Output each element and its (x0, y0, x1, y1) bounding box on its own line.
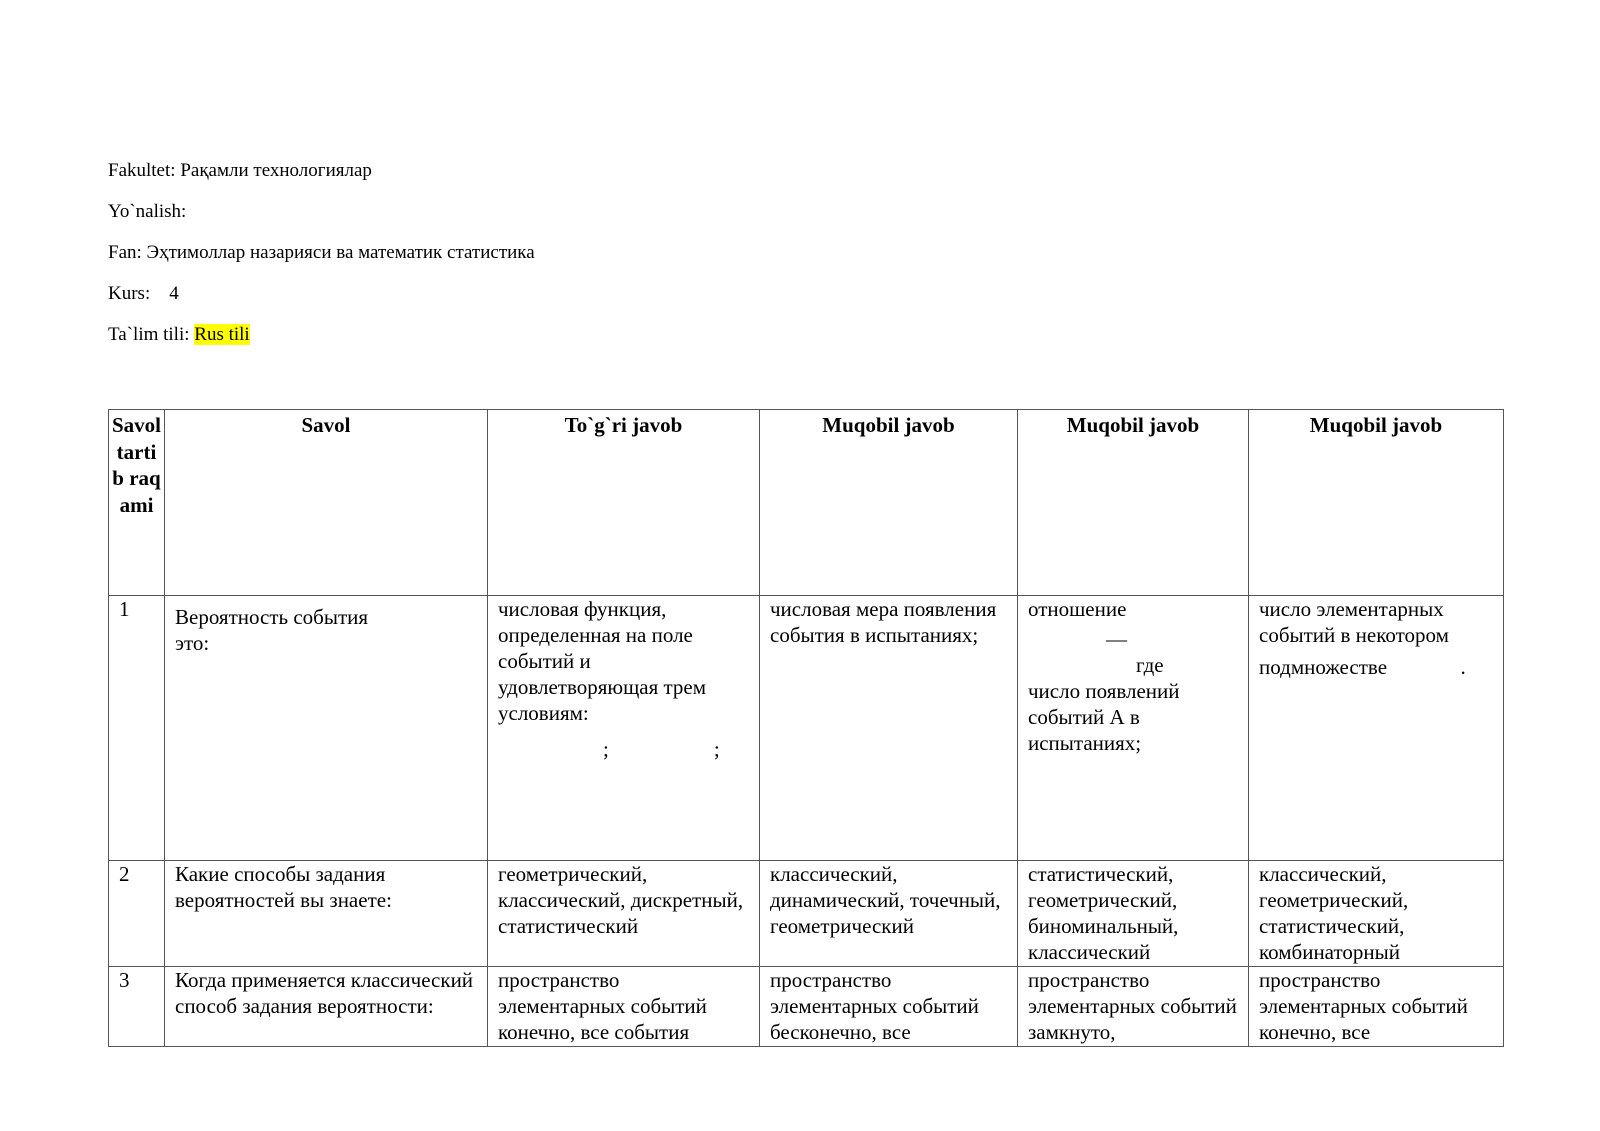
alt-answer-2-cell (1018, 596, 1249, 861)
savol-cell: Какие способы задания вероятностей вы знаете: (165, 861, 488, 967)
alt-answer-2-line: отношение (1028, 597, 1127, 621)
kurs-line (108, 283, 179, 305)
correct-answer-conditions: ; ; (498, 737, 720, 761)
row-number: 2 (109, 861, 165, 967)
alt-answer-2-text: пространство элементарных событий замкнуто, (1028, 968, 1237, 1044)
questions-table (108, 409, 1504, 1047)
col-header-savol: Savol (165, 410, 488, 596)
yonalish-label: Yo`nalish: (108, 201, 187, 222)
fakultet-line (108, 160, 372, 182)
alt-answer-3-cell: классический, геометрический, статистический, комбинаторный (1249, 861, 1504, 967)
col-header-alt3: Muqobil javob (1249, 410, 1504, 596)
alt-answer-2-text: число появлений событий А в испытаниях; (1028, 679, 1180, 755)
row-number: 3 (109, 967, 165, 1047)
col-header-alt1: Muqobil javob (760, 410, 1018, 596)
savol-text: Когда применяется классический способ задания вероятности: (175, 968, 474, 1018)
correct-answer-text: числовая функция, определенная на поле событий и удовлетворяющая трем условиям: (498, 597, 707, 725)
alt-answer-1-cell (760, 967, 1018, 1047)
kurs-value: 4 (169, 283, 179, 304)
col-header-number: Savol tartib raqami (109, 410, 165, 596)
alt-answer-1-cell: классический, динамический, точечный, геометрический (760, 861, 1018, 967)
alt-answer-3-text: пространство элементарных событий конечно, все (1259, 968, 1468, 1044)
alt-answer-2-dash: — (1106, 627, 1127, 651)
correct-answer-cell: геометрический, классический, дискретный, статистический (488, 861, 760, 967)
col-header-alt2: Muqobil javob (1018, 410, 1249, 596)
alt-answer-3-text: число элементарных событий в некотором (1259, 597, 1449, 647)
savol-cell (165, 967, 488, 1047)
row-number: 1 (109, 596, 165, 861)
savol-cell: Вероятность события это: (165, 596, 488, 861)
alt-answer-2-cell (1018, 967, 1249, 1047)
talim-value-highlight: Rus tili (194, 324, 250, 345)
kurs-label: Kurs: (108, 283, 151, 304)
alt-answer-1-cell: числовая мера появления события в испытаниях; (760, 596, 1018, 861)
correct-answer-text: пространство элементарных событий конечно, все события (498, 968, 707, 1044)
talim-label: Ta`lim tili: (108, 324, 190, 345)
alt-answer-2-where: где (1136, 653, 1164, 677)
alt-answer-3-cell (1249, 967, 1504, 1047)
table-header-row (109, 410, 1504, 596)
fan-line (108, 242, 535, 264)
alt-answer-1-text: пространство элементарных событий бесконечно, все (770, 968, 979, 1044)
yonalish-line (108, 201, 186, 223)
alt-answer-3-cell (1249, 596, 1504, 861)
table-row (109, 596, 1504, 861)
correct-answer-cell (488, 596, 760, 861)
alt-answer-2-cell: статистический, геометрический, биноминальный, классический (1018, 861, 1249, 967)
table-row (109, 967, 1504, 1047)
col-header-correct: To`g`ri javob (488, 410, 760, 596)
fan-value: Эҳтимоллар назарияси ва математик статистика (146, 242, 535, 263)
fan-label: Fan: (108, 242, 142, 263)
talim-line (108, 324, 250, 346)
fakultet-label: Fakultet: (108, 160, 176, 181)
fakultet-value: Рақамли технологиялар (180, 160, 372, 181)
correct-answer-cell (488, 967, 760, 1047)
alt-answer-3-tail: подмножестве . (1259, 655, 1466, 679)
table-row (109, 861, 1504, 967)
